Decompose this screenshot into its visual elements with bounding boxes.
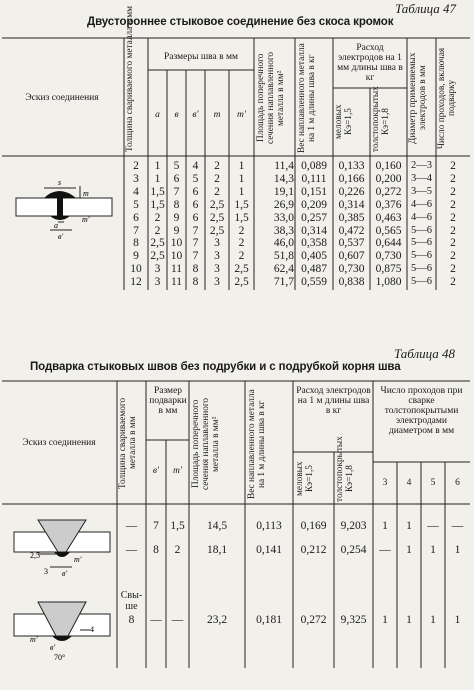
t47-col-thick-cell: 0,463 (375, 211, 402, 224)
t47-col-passes-cell: 2 (450, 211, 456, 224)
t47-col-m-cell: 3 (214, 250, 220, 263)
t48-r1-thin: 0,169 (300, 520, 327, 532)
t47-col-b1-cell: 8 (192, 276, 199, 289)
t47-col-a-cell: 1,5 (150, 198, 165, 211)
t47-col-passes-cell: 2 (450, 237, 456, 250)
t47-col-thickness-cell: 10 (130, 263, 142, 276)
t47-col-b1-cell: 6 (192, 198, 199, 211)
t47-col-diameter-cell: 5—6 (411, 276, 432, 288)
t47-col-m-cell: 2,5 (209, 211, 225, 224)
t48-r3-b1: — (150, 614, 162, 626)
t47-col-a-cell: 2 (154, 224, 161, 237)
t47-header-weight: Вес наплавленного металла на 1 м длины шва в кг (297, 43, 317, 153)
table48-title: Подварка стыковых швов без подрубки и с подрубкой корня шва (30, 361, 401, 373)
table47-number: Таблица 47 (395, 1, 457, 16)
t47-col-b-cell: 11 (170, 263, 183, 276)
t47-col-thin-cell: 0,537 (338, 237, 365, 250)
t48-header-passes: Число проходов при сварке толстопокрытыми электродами диаметром в мм (380, 386, 463, 436)
t47-col-thickness-cell: 7 (133, 224, 139, 237)
t47-col-area-cell: 38,3 (273, 224, 294, 237)
t47-col-diameter-cell: 5—6 (411, 237, 432, 249)
t47-col-b-cell: 7 (173, 185, 180, 198)
t47-col-b-cell: 6 (173, 172, 180, 185)
t47-col-m-cell: 2 (214, 185, 220, 198)
t47-col-weight-cell: 0,209 (301, 198, 327, 211)
t47-col-thick-cell: 0,565 (375, 224, 402, 237)
t48-r1-thickness: — (125, 520, 138, 532)
t48-header-d6: 6 (455, 478, 460, 488)
t47-sketch-label-a: a (54, 221, 58, 230)
t47-col-area-cell: 11,4 (274, 160, 294, 172)
t47-col-passes-cell: 2 (450, 160, 456, 172)
t47-header-thick: толстопокрытых Кэ=1,8 (371, 86, 391, 152)
t48-sketch-label-dim1: 2,5 (30, 551, 40, 560)
t47-col-m1-cell: 2,5 (234, 263, 249, 276)
t47-col-thick-cell: 0,875 (375, 263, 402, 276)
t48-sketch-label-m1: m' (74, 555, 82, 564)
t47-col-thickness-cell: 5 (133, 198, 139, 211)
t47-col-diameter-cell: 5—6 (411, 250, 432, 262)
t47-col-weight-cell: 0,405 (301, 250, 327, 263)
t48-sketch-label-dim3: 4 (90, 625, 94, 634)
t47-col-area-cell: 19,1 (273, 185, 294, 198)
t48-r1-d4: 1 (406, 520, 412, 532)
t48-r1-d3: 1 (382, 520, 388, 532)
t48-r3-d5: 1 (430, 614, 436, 626)
t47-sketch-label-m: m (83, 189, 89, 198)
t47-col-a-cell: 3 (154, 263, 161, 276)
t48-r2-m1: 2 (174, 544, 181, 556)
t47-header-sketch: Эскиз соединения (25, 93, 99, 103)
t47-col-thickness-cell: 2 (133, 160, 139, 172)
t47-col-b1-cell: 8 (192, 263, 199, 276)
t47-col-thickness-cell: 6 (133, 211, 139, 224)
t48-r3-thickness-mid: ше (125, 601, 138, 612)
t47-col-thick-cell: 1,080 (375, 276, 402, 289)
t47-col-thickness-cell: 4 (133, 185, 139, 198)
t47-col-thick-cell: 0,644 (375, 237, 402, 250)
t47-col-passes-cell: 2 (450, 224, 456, 237)
t48-header-sketch: Эскиз соединения (22, 438, 96, 448)
t48-header-d5: 5 (430, 478, 436, 488)
t48-sketch-label-m1b: m' (30, 635, 38, 644)
t47-col-a-cell: 1 (154, 160, 161, 172)
t47-col-b-cell: 11 (170, 276, 183, 289)
t47-header-b: в (174, 110, 179, 120)
t47-col-area-cell: 26,9 (273, 198, 294, 211)
t47-col-area-cell: 62,4 (273, 263, 294, 276)
t47-col-thick-cell: 0,160 (375, 160, 402, 172)
t47-col-thin-cell: 0,226 (338, 185, 365, 198)
t48-r3-m1: — (171, 614, 184, 626)
t48-r2-thin: 0,212 (300, 544, 327, 556)
t47-col-area-cell: 33,0 (273, 211, 294, 224)
t47-col-thin-cell: 0,838 (338, 276, 365, 289)
t47-col-m1-cell: 2 (238, 250, 245, 263)
t47-col-passes-cell: 2 (450, 276, 456, 289)
t48-r2-area: 18,1 (206, 544, 228, 556)
t47-col-b1-cell: 4 (192, 160, 199, 172)
t48-r2-d4: 1 (406, 544, 412, 556)
t47-col-a-cell: 2,5 (150, 237, 165, 250)
table47-title: Двустороннее стыковое соединение без скоса кромок (87, 16, 394, 28)
t47-col-thickness-cell: 3 (133, 172, 139, 185)
t47-sketch-label-s: s (58, 178, 62, 187)
t48-sketch-label-b1b: в' (50, 643, 56, 652)
t48-r2-thick: 0,254 (340, 544, 367, 556)
t47-col-thin-cell: 0,730 (338, 263, 365, 276)
t48-header-weight: Вес наплавленного металла на 1 м длины шва в кг (247, 389, 267, 499)
t48-r3-d4: 1 (406, 614, 412, 626)
t47-col-m-cell: 3 (214, 237, 220, 250)
t47-col-m1-cell: 1,5 (234, 211, 249, 224)
t47-header-thickness: Толщина свариваемого металла в мм (125, 5, 135, 152)
t48-r1-weight: 0,113 (256, 520, 282, 532)
t47-col-m1-cell: 1 (238, 185, 245, 198)
t47-col-weight-cell: 0,151 (301, 185, 327, 198)
t47-col-thin-cell: 0,385 (338, 211, 365, 224)
t47-col-diameter-cell: 2—3 (411, 160, 432, 171)
t47-sketch-label-b1: в' (58, 232, 64, 241)
t48-header-thickness: Толщина свариваемого металла в мм (118, 397, 138, 489)
t48-r3-thin: 0,272 (300, 614, 327, 626)
t48-r1-m1: 1,5 (170, 520, 185, 532)
t47-header-thin: меловых Кэ=1,5 (334, 104, 354, 140)
t47-col-weight-cell: 0,559 (301, 276, 327, 289)
t47-col-thickness-cell: 8 (133, 237, 139, 250)
t47-col-weight-cell: 0,358 (301, 237, 327, 250)
t47-col-thin-cell: 0,133 (338, 160, 365, 172)
t47-header-seam-sizes: Размеры шва в мм (163, 52, 238, 62)
t48-r3-area: 23,2 (206, 614, 228, 626)
t48-header-d3: 3 (382, 478, 388, 488)
t47-col-passes-cell: 2 (450, 198, 456, 211)
t48-sketch-label-angle: 70° (54, 653, 66, 662)
t48-sketch-label-b1: в' (62, 569, 68, 578)
t47-header-m1: m' (237, 110, 246, 120)
t47-col-a-cell: 1 (154, 172, 161, 185)
t48-header-area: Площадь поперечного сечения наплавленного металла в мм² (191, 397, 221, 491)
t47-col-passes-cell: 2 (450, 185, 456, 198)
t48-header-seam-size: Размер подварки в мм (149, 386, 187, 416)
t47-col-b-cell: 8 (173, 198, 180, 211)
t47-col-m1-cell: 1 (238, 160, 245, 172)
t47-col-b-cell: 10 (170, 237, 183, 250)
t47-col-weight-cell: 0,089 (301, 160, 327, 172)
t47-col-area-cell: 71,7 (273, 276, 294, 289)
t47-col-thickness-cell: 9 (133, 250, 139, 263)
t47-col-a-cell: 2 (154, 211, 161, 224)
t47-sketch-label-m1: m' (82, 215, 90, 224)
t48-r2-d6: 1 (454, 544, 461, 556)
t47-col-area-cell: 14,3 (273, 172, 294, 185)
t47-col-thickness-cell: 12 (130, 276, 142, 289)
t47-col-thick-cell: 0,200 (375, 172, 402, 185)
t47-col-b1-cell: 7 (192, 237, 199, 250)
t48-r1-area: 14,5 (206, 520, 228, 532)
t48-r3-thick: 9,325 (340, 614, 367, 626)
table48-number: Таблица 48 (394, 346, 456, 361)
t47-col-thick-cell: 0,272 (375, 185, 402, 198)
t48-header-thin: меловых Кэ=1,5 (295, 461, 315, 497)
t47-col-a-cell: 2,5 (150, 250, 165, 263)
t47-header-m: m (213, 110, 221, 120)
t47-col-thick-cell: 0,376 (375, 198, 402, 211)
t47-col-b-cell: 5 (173, 160, 180, 172)
t48-r2-d5: 1 (430, 544, 436, 556)
t47-col-diameter-cell: 5—6 (411, 263, 432, 275)
t47-col-weight-cell: 0,487 (301, 263, 327, 276)
t47-col-b-cell: 9 (173, 224, 180, 237)
t48-r2-b1: 8 (153, 544, 159, 556)
t47-header-a: a (155, 110, 160, 120)
t47-col-diameter-cell: 4—6 (411, 198, 432, 210)
t47-col-b1-cell: 6 (192, 211, 199, 224)
t47-col-m-cell: 2,5 (209, 198, 225, 211)
t47-col-passes-cell: 2 (450, 172, 456, 185)
t48-r3-thickness-top: Свы- (120, 590, 143, 601)
t47-col-m1-cell: 2 (238, 224, 245, 237)
t47-col-m-cell: 2 (214, 160, 220, 172)
t48-r3-d6: 1 (454, 614, 461, 626)
t47-col-diameter-cell: 5—6 (411, 224, 432, 236)
t48-header-consumption: Расход электродов на 1 м длины шва в кг (296, 386, 371, 416)
t47-header-b1: в' (192, 110, 199, 120)
t47-col-area-cell: 51,8 (273, 250, 294, 263)
t47-header-area: Площадь поперечного сечения наплавленного металла в мм² (256, 51, 286, 145)
t48-header-b1: в' (152, 466, 160, 476)
t47-col-b1-cell: 6 (192, 185, 199, 198)
t47-col-diameter-cell: 4—6 (411, 211, 432, 223)
t47-header-passes: Число проходов, включая подварку (437, 47, 457, 149)
t48-r1-b1: 7 (153, 520, 159, 532)
t48-header-m1: m' (173, 466, 182, 476)
t47-col-b1-cell: 7 (192, 224, 199, 237)
t47-col-passes-cell: 2 (450, 263, 456, 276)
t47-col-diameter-cell: 3—5 (411, 185, 432, 197)
t47-col-m1-cell: 1,5 (234, 198, 249, 211)
t48-r2-weight: 0,141 (256, 544, 282, 556)
t47-col-diameter-cell: 3—4 (411, 172, 432, 184)
t48-joint-sketches (10, 512, 116, 662)
t48-r2-d3: — (379, 544, 391, 556)
t47-col-thin-cell: 0,314 (338, 198, 365, 211)
t47-col-b-cell: 10 (170, 250, 183, 263)
t47-header-consumption: Расход электродов на 1 мм длины шва в кг (337, 43, 403, 83)
t48-r1-d6: — (451, 520, 464, 532)
t47-col-a-cell: 3 (154, 276, 161, 289)
t47-col-weight-cell: 0,314 (301, 224, 327, 237)
t47-col-m1-cell: 1 (238, 172, 245, 185)
t48-r1-thick: 9,203 (340, 520, 367, 532)
t47-col-thin-cell: 0,166 (338, 172, 365, 185)
t48-r2-thickness: — (125, 544, 138, 556)
t47-col-thin-cell: 0,607 (338, 250, 365, 263)
t47-col-m1-cell: 2,5 (234, 276, 249, 289)
t47-col-thick-cell: 0,730 (375, 250, 402, 263)
t47-col-m-cell: 2,5 (209, 224, 225, 237)
t47-col-m-cell: 3 (214, 276, 220, 289)
t48-header-thick: толстопокрытых Кэ=1,8 (335, 436, 355, 502)
t48-r3-weight: 0,181 (256, 614, 282, 626)
t48-header-d4: 4 (406, 478, 412, 488)
t47-col-b-cell: 9 (173, 211, 180, 224)
t47-col-b1-cell: 7 (192, 250, 199, 263)
t47-col-weight-cell: 0,111 (301, 172, 327, 185)
t47-col-m-cell: 2 (214, 172, 220, 185)
t47-col-a-cell: 1,5 (150, 185, 165, 198)
t48-r1-d5: — (427, 520, 439, 532)
t47-col-m1-cell: 2 (238, 237, 245, 250)
t47-col-passes-cell: 2 (450, 250, 456, 263)
t47-col-weight-cell: 0,257 (301, 211, 327, 224)
t47-col-b1-cell: 5 (192, 172, 199, 185)
t47-col-area-cell: 46,0 (273, 237, 294, 250)
t48-r3-thickness: 8 (128, 614, 135, 626)
t48-sketch-label-dim2: 3 (44, 567, 48, 576)
t48-r3-d3: 1 (382, 614, 388, 626)
t47-col-thin-cell: 0,472 (338, 224, 365, 237)
t47-col-m-cell: 3 (214, 263, 220, 276)
t47-header-diameter: Диаметр применяемых электродов в мм (408, 52, 428, 144)
